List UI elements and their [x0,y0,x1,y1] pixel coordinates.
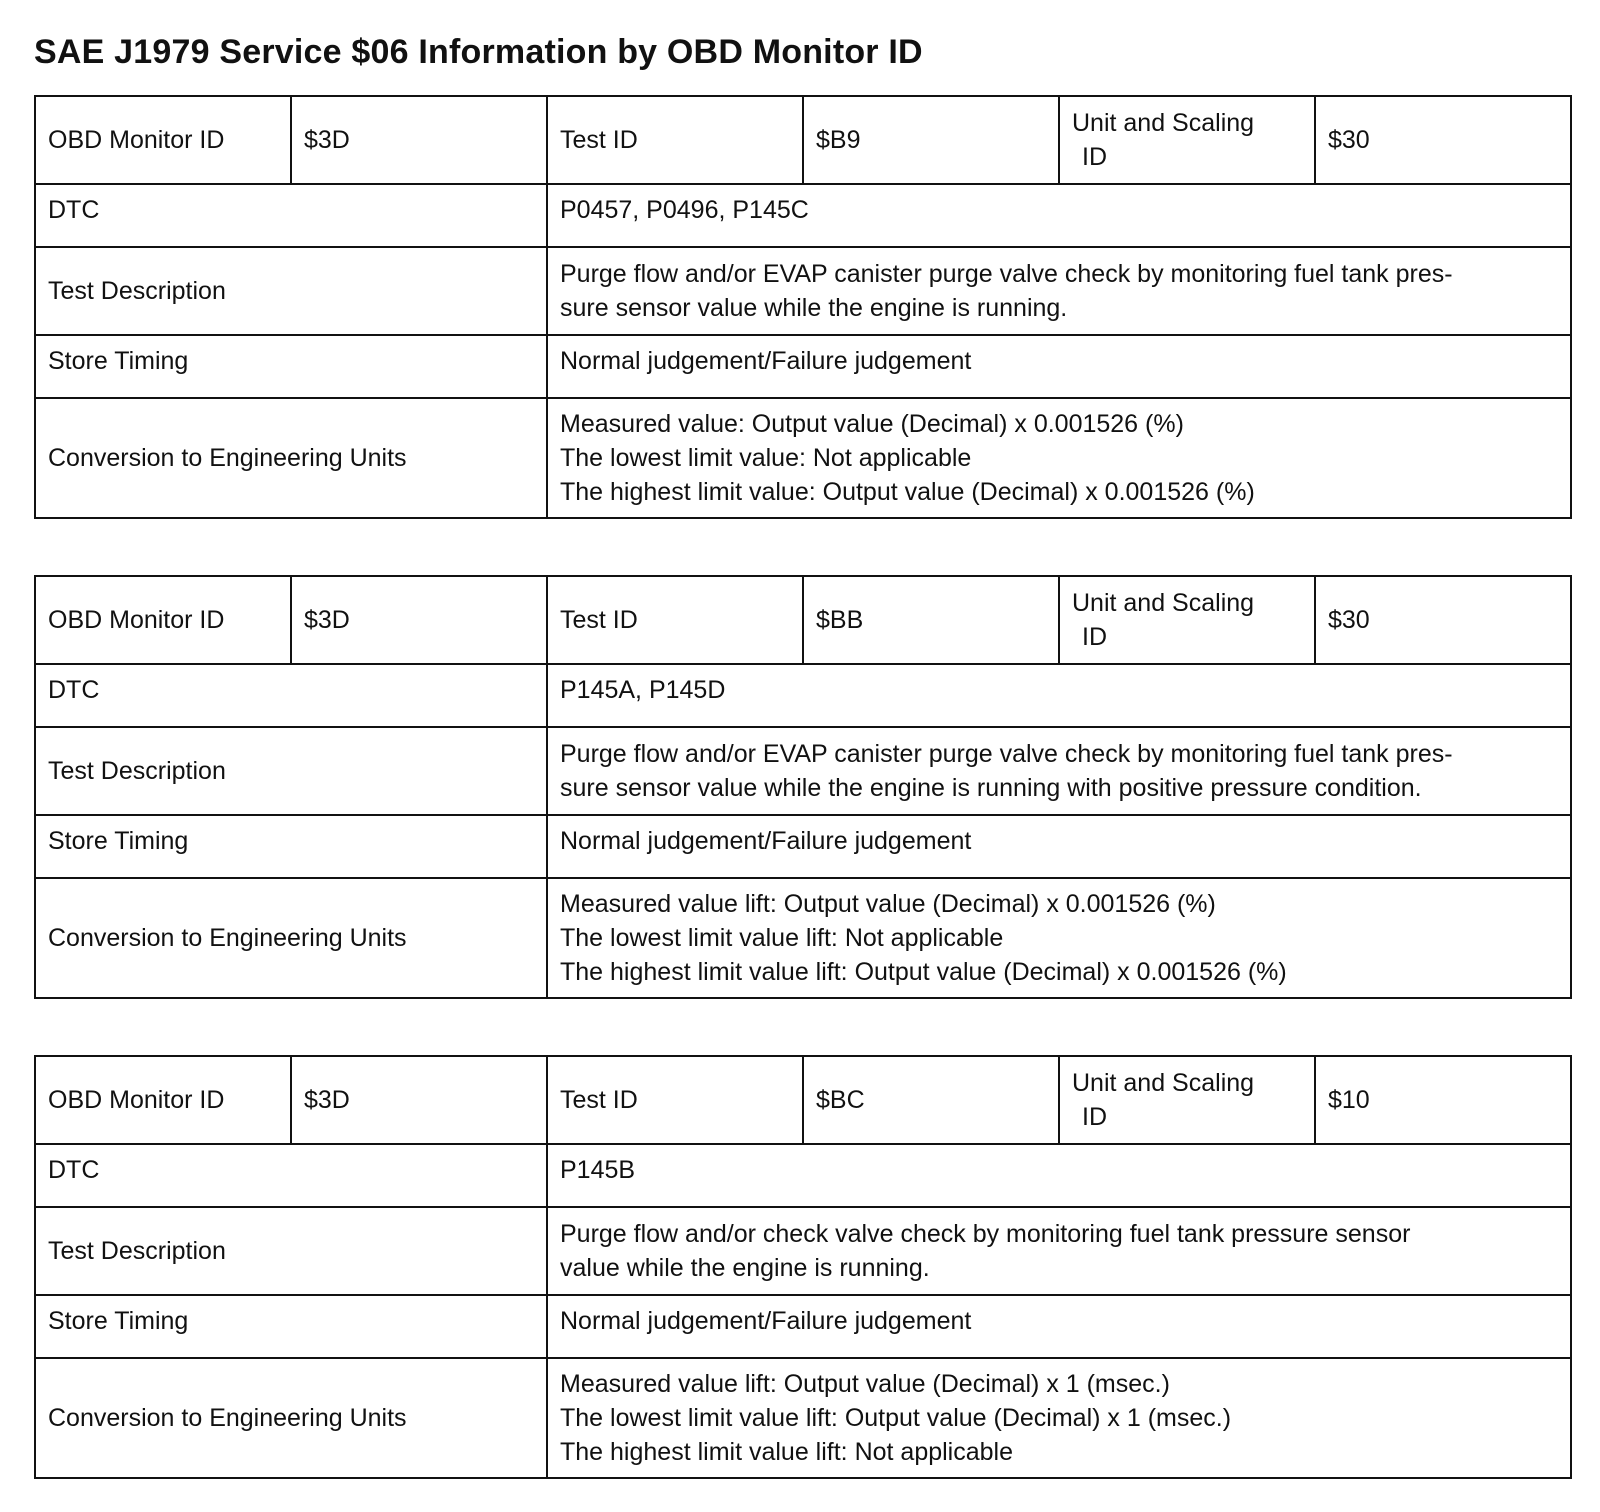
conversion-label: Conversion to Engineering Units [35,398,547,518]
test-description-row [35,1207,1571,1295]
store-timing-label: Store Timing [35,815,547,878]
description-line: Purge flow and/or EVAP canister purge valve check by monitoring fuel tank pres- [560,740,1453,768]
test-id-label: Test ID [547,96,803,184]
dtc-label: DTC [35,664,547,727]
conversion-line: The lowest limit value: Not applicable [560,444,972,472]
dtc-row [35,184,1571,247]
conversion-line: The lowest limit value lift: Output value (Decimal) x 1 (msec.) [560,1404,1232,1432]
unit-scaling-label-line1: Unit and Scaling [1072,109,1255,137]
conversion-value [547,1358,1571,1478]
conversion-line: The highest limit value lift: Not applicable [560,1438,1014,1466]
store-timing-value: Normal judgement/Failure judgement [547,1295,1571,1358]
store-timing-label: Store Timing [35,335,547,398]
conversion-value [547,398,1571,518]
obd-monitor-id-value: $3D [291,1056,547,1144]
obd-monitor-id-value: $3D [291,576,547,664]
conversion-row [35,878,1571,998]
conversion-line: The lowest limit value lift: Not applicable [560,924,1004,952]
test-description-value [547,727,1571,815]
unit-scaling-id-label [1059,96,1315,184]
unit-scaling-label-line1: Unit and Scaling [1072,1069,1255,1097]
test-description-label: Test Description [35,247,547,335]
description-line: Purge flow and/or EVAP canister purge valve check by monitoring fuel tank pres- [560,260,1453,288]
conversion-line: Measured value: Output value (Decimal) x 0.001526 (%) [560,410,1184,438]
store-timing-row [35,1295,1571,1358]
conversion-value [547,878,1571,998]
test-id-value: $BC [803,1056,1059,1144]
obd-monitor-id-label: OBD Monitor ID [35,576,291,664]
monitor-table [34,575,1572,999]
table-header-row [35,96,1571,184]
unit-scaling-label-line2: ID [1082,1103,1107,1131]
test-description-value [547,1207,1571,1295]
conversion-line: The highest limit value: Output value (Decimal) x 0.001526 (%) [560,478,1255,506]
unit-scaling-id-value: $30 [1315,576,1571,664]
dtc-label: DTC [35,1144,547,1207]
dtc-value: P145A, P145D [547,664,1571,727]
obd-monitor-id-value: $3D [291,96,547,184]
store-timing-value: Normal judgement/Failure judgement [547,815,1571,878]
description-line: Purge flow and/or check valve check by monitoring fuel tank pressure sensor [560,1220,1411,1248]
store-timing-row [35,335,1571,398]
unit-scaling-label-line2: ID [1082,143,1107,171]
table-header-row [35,1056,1571,1144]
store-timing-value: Normal judgement/Failure judgement [547,335,1571,398]
obd-monitor-id-label: OBD Monitor ID [35,1056,291,1144]
conversion-label: Conversion to Engineering Units [35,878,547,998]
test-id-value: $B9 [803,96,1059,184]
store-timing-label: Store Timing [35,1295,547,1358]
conversion-label: Conversion to Engineering Units [35,1358,547,1478]
unit-scaling-id-value: $30 [1315,96,1571,184]
conversion-line: Measured value lift: Output value (Decimal) x 1 (msec.) [560,1370,1170,1398]
test-description-label: Test Description [35,1207,547,1295]
page-title: SAE J1979 Service $06 Information by OBD Monitor ID [34,33,923,71]
test-id-label: Test ID [547,1056,803,1144]
conversion-line: Measured value lift: Output value (Decimal) x 0.001526 (%) [560,890,1216,918]
unit-scaling-id-value: $10 [1315,1056,1571,1144]
unit-scaling-id-label [1059,1056,1315,1144]
test-id-value: $BB [803,576,1059,664]
monitor-table [34,95,1572,519]
obd-monitor-id-label: OBD Monitor ID [35,96,291,184]
conversion-row [35,398,1571,518]
unit-scaling-id-label [1059,576,1315,664]
unit-scaling-label-line2: ID [1082,623,1107,651]
conversion-row [35,1358,1571,1478]
dtc-row [35,1144,1571,1207]
description-line: value while the engine is running. [560,1254,930,1282]
dtc-label: DTC [35,184,547,247]
store-timing-row [35,815,1571,878]
dtc-row [35,664,1571,727]
test-description-row [35,727,1571,815]
description-line: sure sensor value while the engine is running with positive pressure condition. [560,774,1422,802]
dtc-value: P145B [547,1144,1571,1207]
monitor-table [34,1055,1572,1479]
dtc-value: P0457, P0496, P145C [547,184,1571,247]
test-description-row [35,247,1571,335]
unit-scaling-label-line1: Unit and Scaling [1072,589,1255,617]
test-description-value [547,247,1571,335]
test-id-label: Test ID [547,576,803,664]
test-description-label: Test Description [35,727,547,815]
description-line: sure sensor value while the engine is running. [560,294,1068,322]
conversion-line: The highest limit value lift: Output value (Decimal) x 0.001526 (%) [560,958,1287,986]
table-header-row [35,576,1571,664]
